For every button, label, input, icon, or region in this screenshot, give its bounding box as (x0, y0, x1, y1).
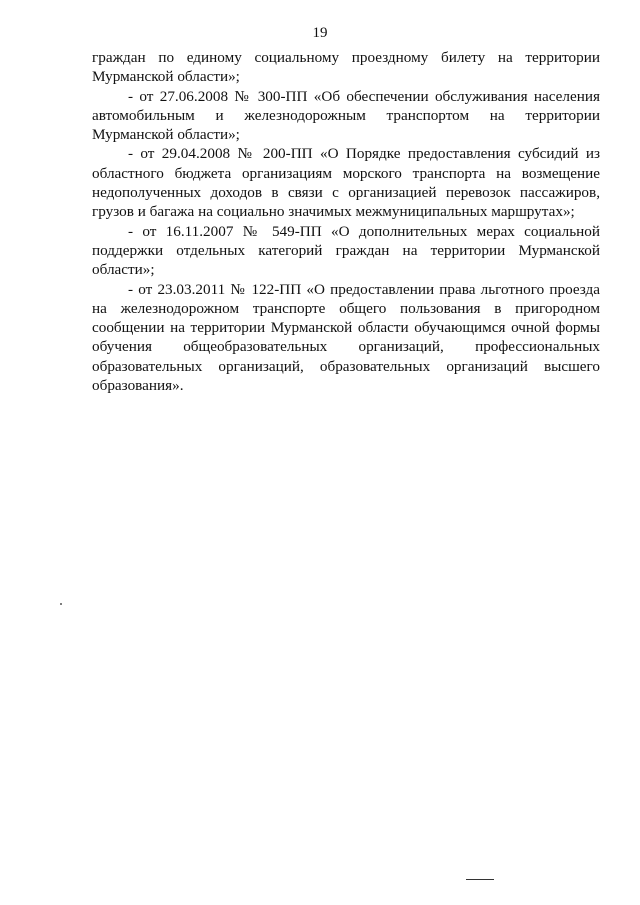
paragraph-item-300-pp: - от 27.06.2008 № 300-ПП «Об обеспечении обслуживания населения автомобильным и железнодорожным транспортом на территории Мурманской области»; (92, 87, 600, 144)
paragraph-item-549-pp: - от 16.11.2007 № 549-ПП «О дополнительных мерах социальной поддержки отдельных категорий граждан на территории Мурманской области»; (92, 222, 600, 279)
scan-speck (60, 603, 62, 605)
paragraph-item-200-pp: - от 29.04.2008 № 200-ПП «О Порядке предоставления субсидий из областного бюджета организациям морского транспорта на возмещение недополученных доходов в связи с организацией перевозок пассажиров, грузов и багажа на социально значимых межмуниципальных маршрутах»; (92, 145, 600, 221)
document-body (92, 48, 600, 395)
page-number: 19 (312, 25, 328, 41)
paragraph-continuation: граждан по единому социальному проездному билету на территории Мурманской области»; (92, 49, 600, 86)
footer-rule (466, 879, 494, 880)
paragraph-item-122-pp: - от 23.03.2011 № 122-ПП «О предоставлении права льготного проезда на железнодорожном транспорте общего пользования в пригородном сообщении на территории Мурманской области обучающимся очной формы обучения общеобразовательных организаций, профессиональных образовательных организаций, образовательных организаций высшего образования». (92, 280, 600, 395)
